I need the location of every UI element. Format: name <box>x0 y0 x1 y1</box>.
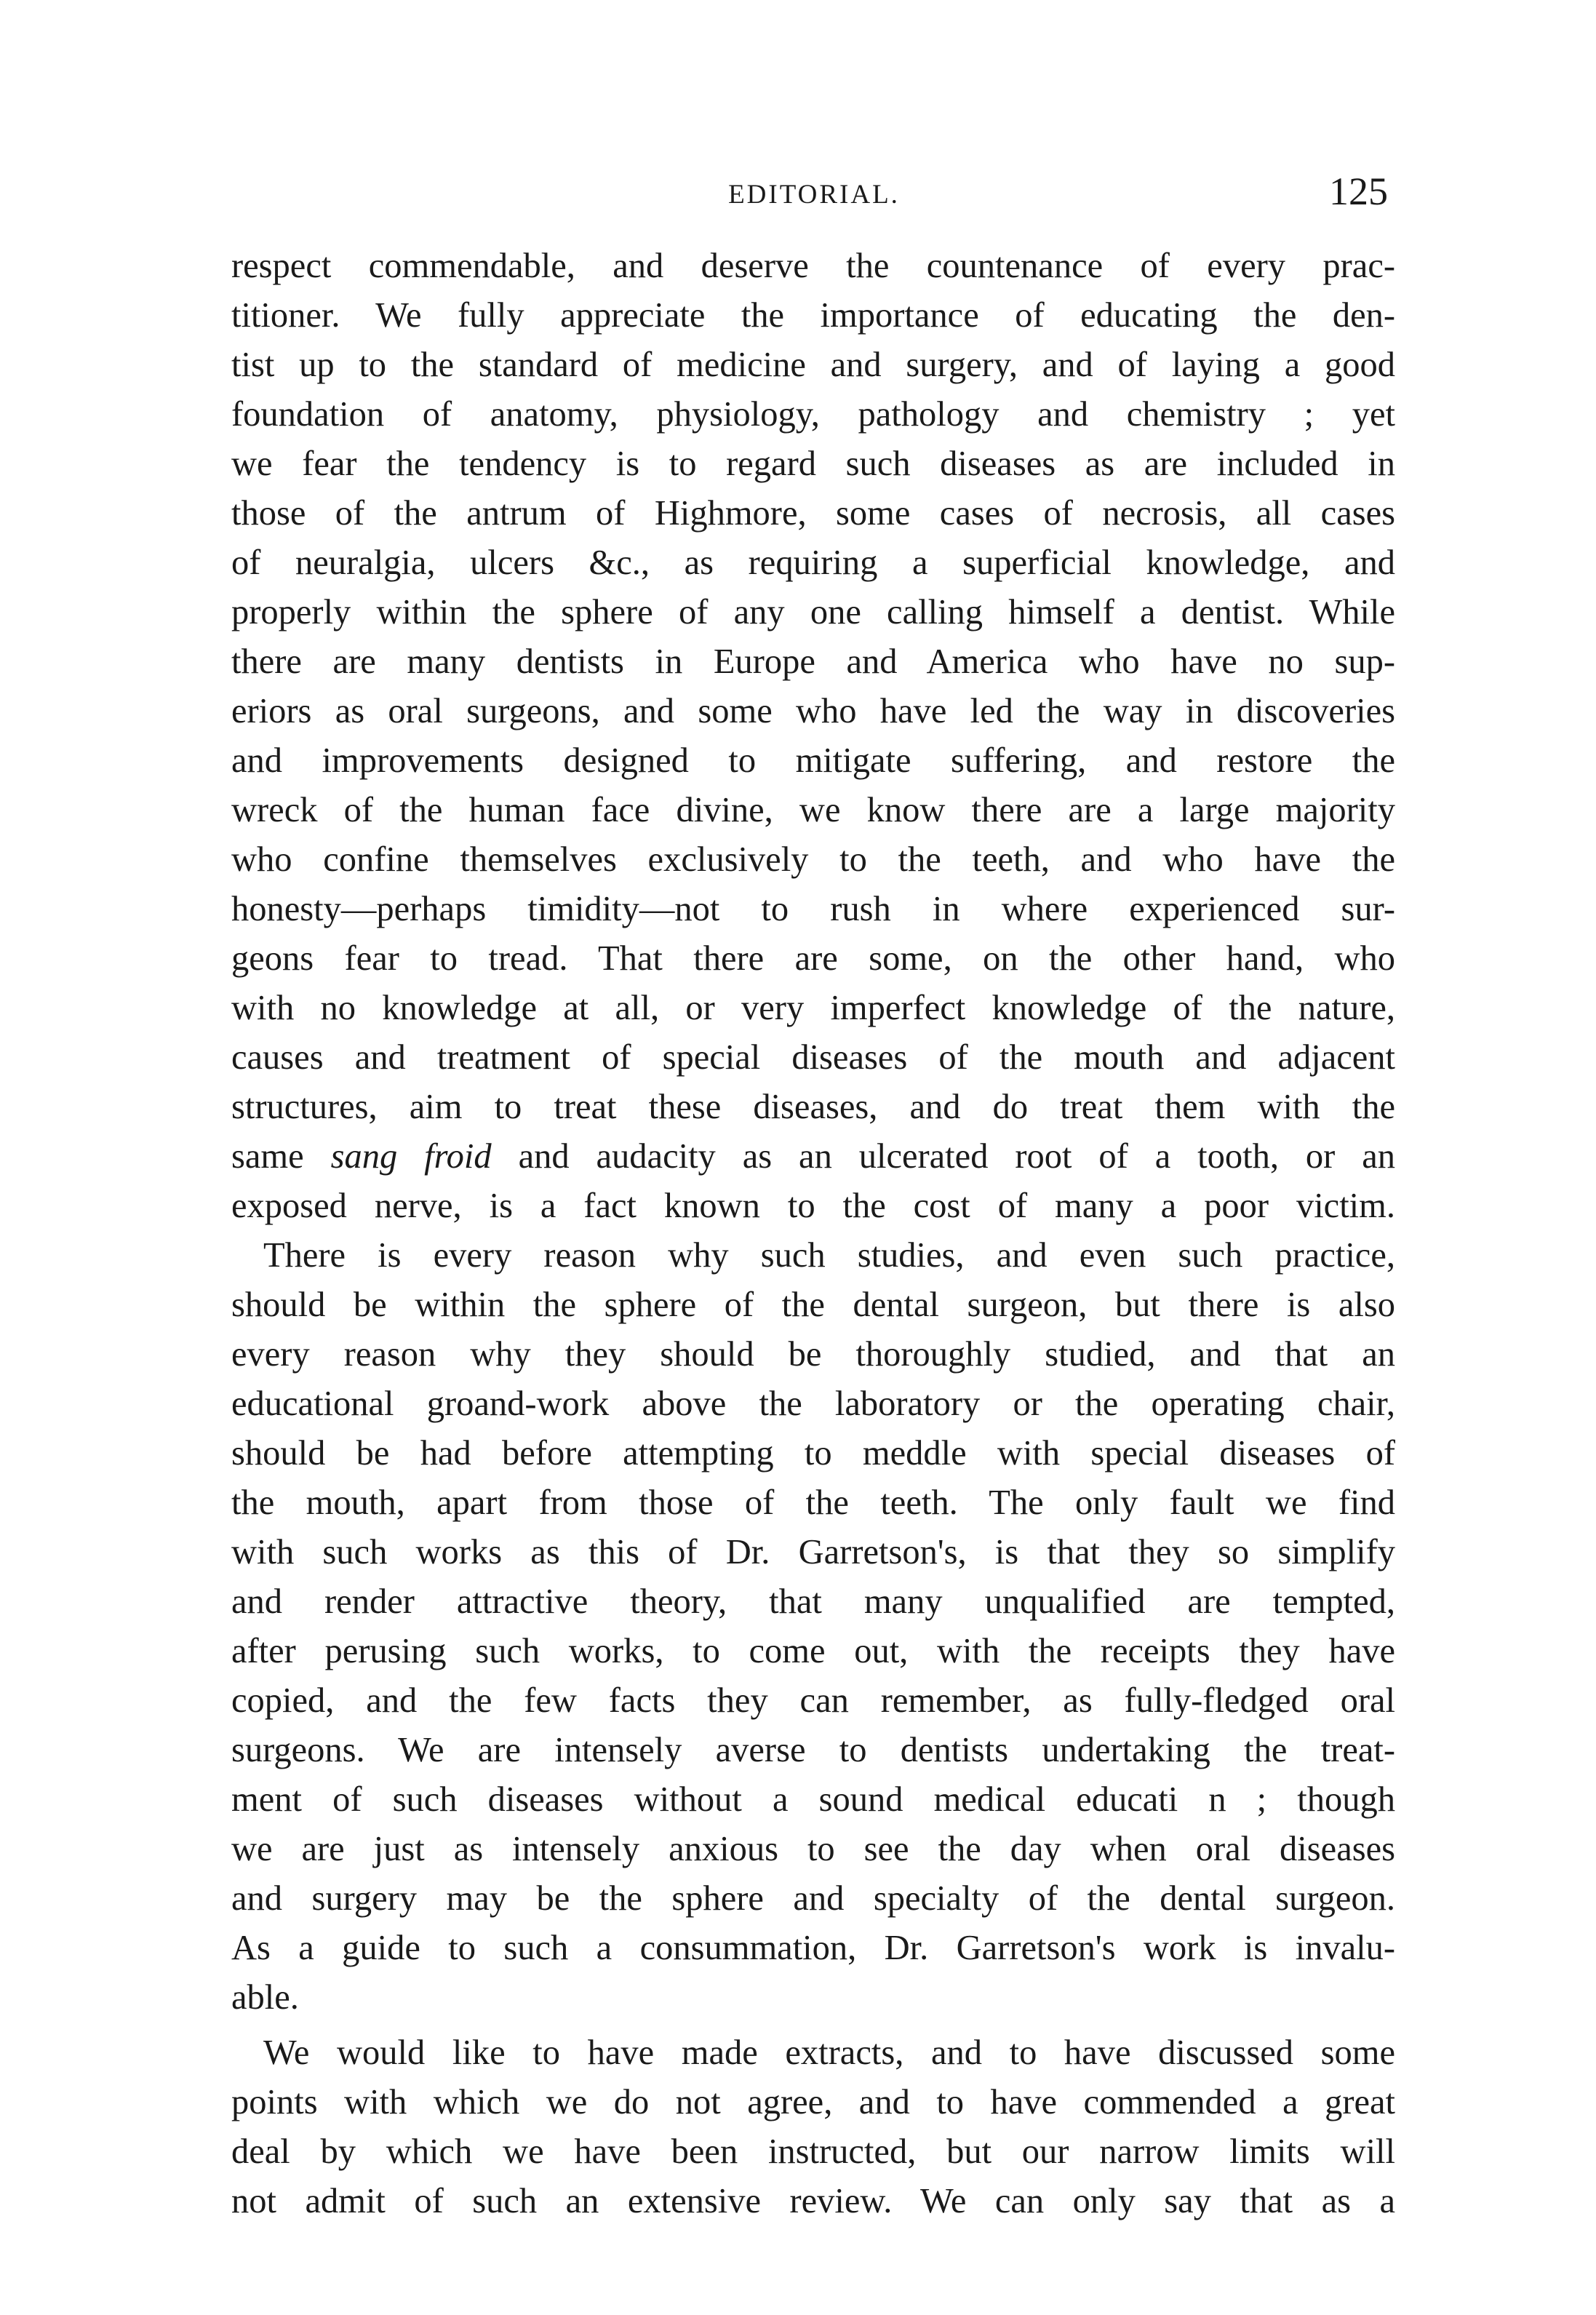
text-line: ment of such diseases without a sound medical educati n ; though <box>231 1780 1395 1819</box>
text-line: not admit of such an extensive review. We can only say that as a <box>231 2182 1395 2220</box>
text-line-sang-froid <box>231 1132 1395 1182</box>
paragraph-gap <box>231 2023 1395 2028</box>
paragraph-3 <box>231 2028 1395 2226</box>
paragraph-2 <box>231 1231 1395 2023</box>
text-line: and surgery may be the sphere and specialty of the dental surgeon. <box>231 1879 1395 1918</box>
text-segment: same <box>231 1137 331 1176</box>
text-line: we are just as intensely anxious to see the day when oral diseases <box>231 1830 1395 1868</box>
text-line: wreck of the human face divine, we know there are a large majority <box>231 791 1395 829</box>
text-line: should be had before attempting to meddle with special diseases of <box>231 1434 1395 1473</box>
text-segment: and audacity as an ulcerated root of a tooth, or an <box>491 1137 1396 1176</box>
text-line: structures, aim to treat these diseases, and do treat them with the <box>231 1088 1395 1126</box>
text-line: As a guide to such a consummation, Dr. Garretson's work is invalu- <box>231 1929 1395 1967</box>
text-line: honesty—perhaps timidity—not to rush in where experienced sur- <box>231 890 1395 928</box>
text-line: those of the antrum of Highmore, some cases of necrosis, all cases <box>231 494 1395 533</box>
text-line: with no knowledge at all, or very imperfect knowledge of the nature, <box>231 989 1395 1027</box>
text-line: properly within the sphere of any one calling himself a dentist. While <box>231 593 1395 631</box>
text-line: foundation of anatomy, physiology, pathology and chemistry ; yet <box>231 395 1395 434</box>
text-line: titioner. We fully appreciate the importance of educating the den- <box>231 296 1395 335</box>
text-line: and improvements designed to mitigate suffering, and restore the <box>231 741 1395 780</box>
text-line: copied, and the few facts they can remember, as fully-fledged oral <box>231 1681 1395 1720</box>
text-line: educational groand-work above the laboratory or the operating chair, <box>231 1384 1395 1423</box>
text-line: respect commendable, and deserve the countenance of every prac- <box>231 247 1395 285</box>
text-line: surgeons. We are intensely averse to dentists undertaking the treat- <box>231 1731 1395 1769</box>
text-line: with such works as this of Dr. Garretson's, is that they so simplify <box>231 1533 1395 1571</box>
text-line: who confine themselves exclusively to the teeth, and who have the <box>231 840 1395 879</box>
text-line: geons fear to tread. That there are some, on the other hand, who <box>231 939 1395 978</box>
text-line: of neuralgia, ulcers &c., as requiring a superficial knowledge, and <box>231 543 1395 582</box>
text-line: We would like to have made extracts, and to have discussed some <box>263 2033 1395 2072</box>
text-line: there are many dentists in Europe and America who have no sup- <box>231 642 1395 681</box>
text-line: and render attractive theory, that many unqualified are tempted, <box>231 1582 1395 1621</box>
text-line: There is every reason why such studies, and even such practice, <box>263 1236 1395 1275</box>
running-head <box>240 169 1388 220</box>
body-text <box>231 242 1395 2226</box>
text-line: tist up to the standard of medicine and surgery, and of laying a good <box>231 346 1395 384</box>
text-line: should be within the sphere of the dental surgeon, but there is also <box>231 1286 1395 1324</box>
text-line: eriors as oral surgeons, and some who have led the way in discoveries <box>231 692 1395 730</box>
running-title: EDITORIAL. <box>728 180 900 210</box>
text-line: causes and treatment of special diseases of the mouth and adjacent <box>231 1038 1395 1077</box>
text-line: exposed nerve, is a fact known to the cost of many a poor victim. <box>231 1187 1395 1225</box>
text-line: after perusing such works, to come out, with the receipts they have <box>231 1632 1395 1670</box>
text-line: we fear the tendency is to regard such diseases as are included in <box>231 445 1395 483</box>
page-number: 125 <box>1329 170 1388 213</box>
paragraph-1 <box>231 242 1395 1231</box>
italic-phrase: sang froid <box>330 1137 492 1176</box>
text-line: able. <box>231 1978 299 2017</box>
text-line: points with which we do not agree, and to have commended a great <box>231 2083 1395 2121</box>
text-line: every reason why they should be thoroughly studied, and that an <box>231 1335 1395 1374</box>
text-line: the mouth, apart from those of the teeth. The only fault we find <box>231 1483 1395 1522</box>
text-line: deal by which we have been instructed, but our narrow limits will <box>231 2132 1395 2171</box>
